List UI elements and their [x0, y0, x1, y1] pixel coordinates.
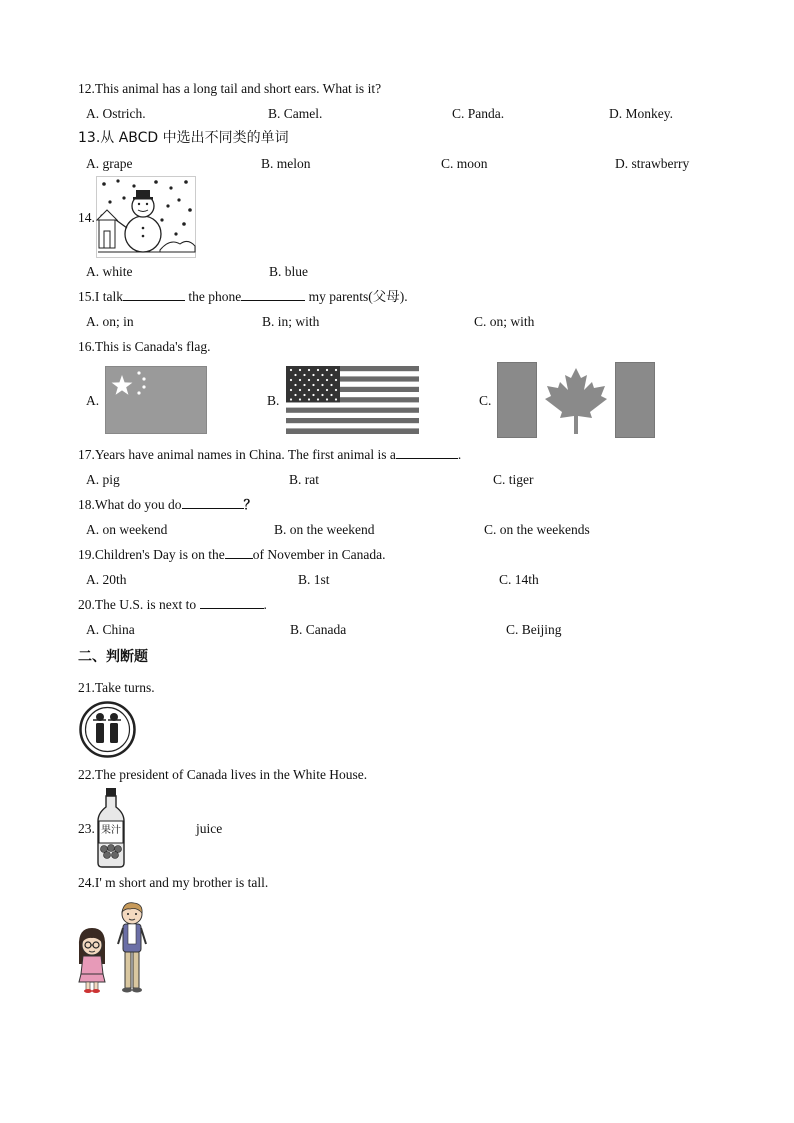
q16-text: 16.This is Canada's flag. — [78, 339, 211, 354]
q15-option-b[interactable]: B. in; with — [262, 314, 320, 329]
take-turns-sign-picture — [79, 701, 136, 758]
juice-bottle-picture — [94, 787, 128, 869]
q19-option-b[interactable]: B. 1st — [298, 572, 330, 587]
q15-blank-2[interactable] — [241, 288, 305, 301]
q21-text: 21.Take turns. — [78, 680, 155, 695]
q17-option-a[interactable]: A. pig — [86, 472, 120, 487]
q20-option-a[interactable]: A. China — [86, 622, 135, 637]
q18-sentence: 18.What do you do — [78, 497, 182, 512]
q14-option-b[interactable]: B. blue — [269, 264, 308, 279]
q17-option-b[interactable]: B. rat — [289, 472, 319, 487]
q16-option-b[interactable]: B. — [267, 393, 280, 408]
q22-text: 22.The president of Canada lives in the White House. — [78, 767, 368, 782]
canada-flag-picture[interactable] — [497, 362, 655, 438]
q14-number: 14. — [78, 210, 95, 225]
q19-part1: 19.Children's Day is on the — [78, 547, 225, 562]
q13-text: 13.从 ABCD 中选出不同类的单词 — [78, 130, 289, 146]
q18-end: ？ — [243, 498, 257, 513]
q20-sentence: 20.The U.S. is next to — [78, 597, 200, 612]
snowman-picture — [96, 176, 196, 258]
q13-option-c[interactable]: C. moon — [441, 156, 488, 171]
section-heading-judgement: 二、判断题 — [78, 649, 148, 665]
usa-flag-picture[interactable] — [286, 366, 419, 434]
q17-option-c[interactable]: C. tiger — [493, 472, 534, 487]
q13-option-d[interactable]: D. strawberry — [615, 156, 690, 171]
q15-blank-1[interactable] — [123, 288, 185, 301]
q23-number: 23. — [78, 821, 95, 836]
q19-option-a[interactable]: A. 20th — [86, 572, 127, 587]
q17-text — [78, 446, 461, 464]
q20-end: . — [263, 597, 267, 612]
q17-blank[interactable] — [396, 446, 458, 459]
q16-option-a[interactable]: A. — [86, 393, 100, 408]
q19-blank[interactable] — [225, 546, 253, 559]
q20-option-b[interactable]: B. Canada — [290, 622, 347, 637]
q15-option-a[interactable]: A. on; in — [86, 314, 134, 329]
q19-part2: of November in Canada. — [252, 547, 386, 562]
q18-option-c[interactable]: C. on the weekends — [484, 522, 590, 537]
q13-option-b[interactable]: B. melon — [261, 156, 311, 171]
q19-text — [78, 546, 386, 564]
q18-blank[interactable] — [182, 496, 244, 509]
q12-option-c[interactable]: C. Panda. — [452, 106, 505, 121]
q20-option-c[interactable]: C. Beijing — [506, 622, 562, 637]
q17-end: . — [457, 447, 462, 462]
q17-sentence: 17.Years have animal names in China. The first animal is a — [78, 447, 396, 462]
q20-blank[interactable] — [200, 596, 264, 609]
q15-text — [78, 288, 408, 306]
q14-option-a[interactable]: A. white — [86, 264, 133, 279]
girl-and-boy-picture — [74, 900, 158, 996]
q18-option-b[interactable]: B. on the weekend — [274, 522, 375, 537]
q20-text — [78, 596, 267, 614]
q15-part3: my parents(父母). — [305, 289, 408, 304]
q15-part2: the phone — [185, 289, 242, 304]
q16-option-c[interactable]: C. — [479, 393, 492, 408]
china-flag-picture[interactable] — [105, 366, 207, 434]
q12-text: 12.This animal has a long tail and short ears. What is it? — [78, 81, 382, 96]
q18-text — [78, 496, 257, 515]
q23-word: juice — [196, 821, 223, 836]
q12-option-a[interactable]: A. Ostrich. — [86, 106, 146, 121]
q13-option-a[interactable]: A. grape — [86, 156, 133, 171]
bottle-label: 果汁 — [101, 825, 121, 836]
q18-option-a[interactable]: A. on weekend — [86, 522, 168, 537]
q12-option-b[interactable]: B. Camel. — [268, 106, 323, 121]
q24-text: 24.I' m short and my brother is tall. — [78, 875, 269, 890]
q15-option-c[interactable]: C. on; with — [474, 314, 535, 329]
q12-option-d[interactable]: D. Monkey. — [609, 106, 673, 121]
q19-option-c[interactable]: C. 14th — [499, 572, 539, 587]
q15-part1: 15.I talk — [78, 289, 123, 304]
